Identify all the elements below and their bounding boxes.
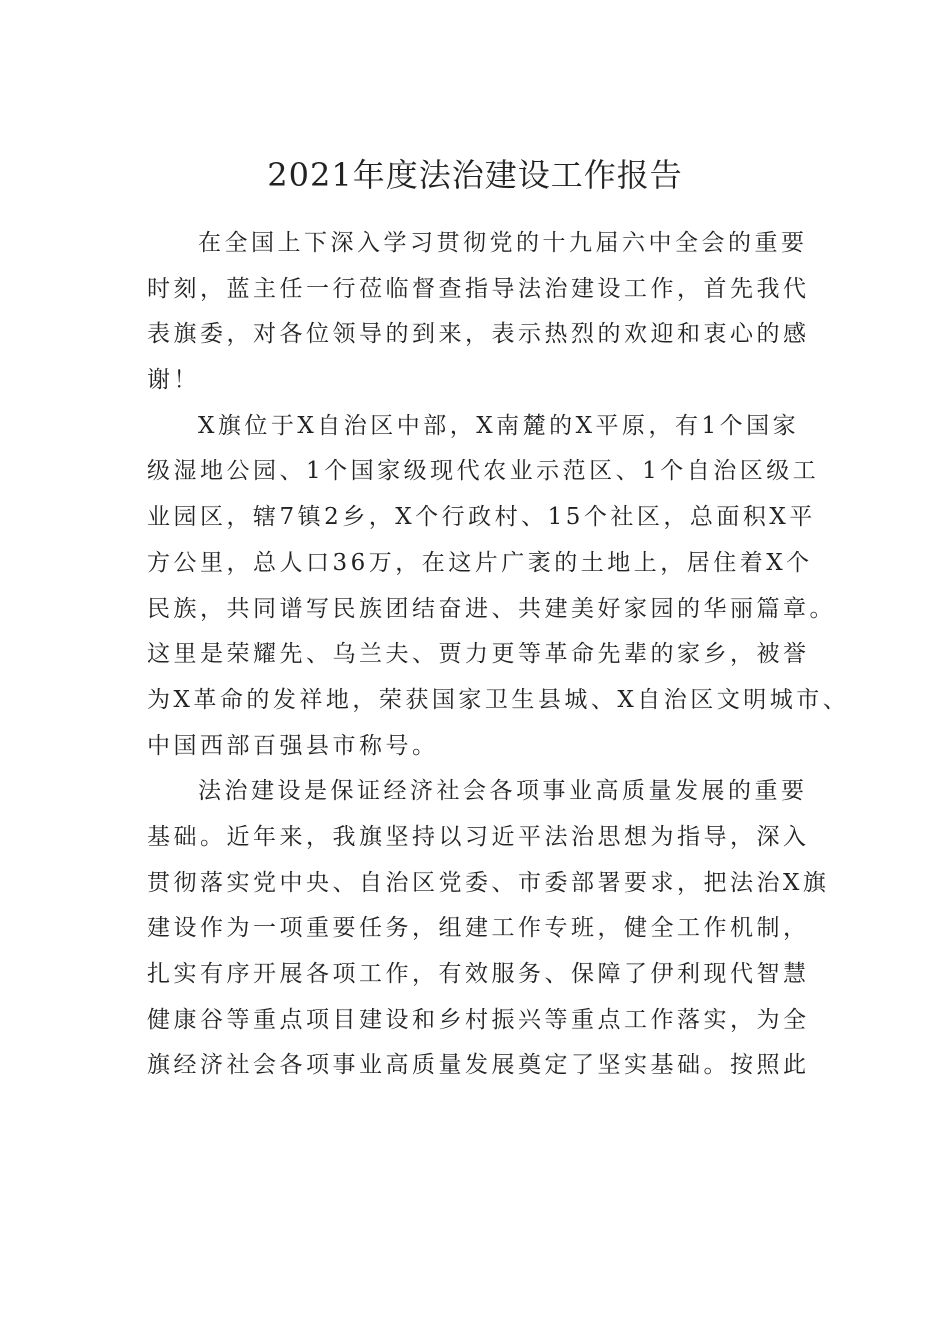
- paragraph-2: [147, 405, 850, 771]
- document-title: 2021年度法治建设工作报告: [267, 156, 683, 194]
- paragraph-line: 级湿地公园、1个国家级现代农业示范区、1个自治区级工: [147, 458, 820, 485]
- paragraph-line: 方公里，总人口36万，在这片广袤的土地上，居住着X个: [147, 549, 813, 576]
- paragraph-line: 法治建设是保证经济社会各项事业高质量发展的重要: [198, 778, 808, 805]
- paragraph-line: 业园区，辖7镇2乡，X个行政村、15个社区，总面积X平: [147, 504, 816, 531]
- paragraph-line: 民族，共同谱写民族团结奋进、共建美好家园的华丽篇章。: [147, 595, 836, 622]
- paragraph-line: 健康谷等重点项目建设和乡村振兴等重点工作落实，为全: [147, 1006, 810, 1033]
- paragraph-line: 表旗委，对各位领导的到来，表示热烈的欢迎和衷心的感: [147, 321, 810, 348]
- paragraph-line: 基础。近年来，我旗坚持以习近平法治思想为指导，深入: [147, 823, 810, 850]
- document-body: [147, 222, 850, 1090]
- paragraph-line: 旗经济社会各项事业高质量发展奠定了坚实基础。按照此: [147, 1052, 810, 1079]
- paragraph-line: 贯彻落实党中央、自治区党委、市委部署要求，把法治X旗: [147, 869, 830, 896]
- paragraph-3: [147, 770, 847, 1090]
- paragraph-line: 为X革命的发祥地，荣获国家卫生县城、X自治区文明城市、: [147, 686, 850, 713]
- paragraph-line: 时刻，蓝主任一行莅临督查指导法治建设工作，首先我代: [147, 275, 810, 302]
- paragraph-line: 这里是荣耀先、乌兰夫、贾力更等革命先辈的家乡，被誉: [147, 641, 810, 668]
- paragraph-line: 建设作为一项重要任务，组建工作专班，健全工作机制，: [147, 915, 810, 942]
- paragraph-line: 在全国上下深入学习贯彻党的十九届六中全会的重要: [198, 230, 808, 256]
- paragraph-line: 扎实有序开展各项工作，有效服务、保障了伊利现代智慧: [147, 961, 810, 987]
- paragraph-line: 中国西部百强县市称号。: [147, 732, 439, 759]
- paragraph-line: X旗位于X自治区中部，X南麓的X平原，有1个国家: [198, 412, 800, 439]
- paragraph-line: 谢！: [147, 367, 200, 394]
- paragraph-1: [147, 222, 847, 405]
